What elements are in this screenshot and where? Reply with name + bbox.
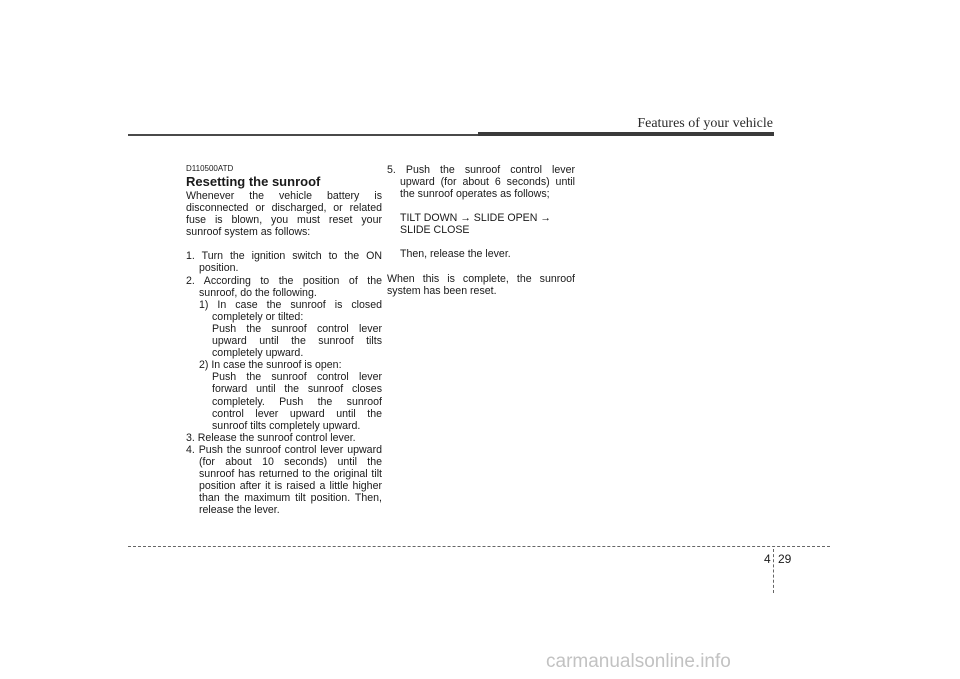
spacer [387,200,575,212]
footer-page-divider [773,549,774,593]
section-code: D110500ATD [186,164,234,173]
step-2-2-title: 2) In case the sunroof is open: [199,359,342,372]
step-2-1-text: Push the sunroof control lever upward until the sunroof tilts completely upward. [212,322,382,360]
step-4: 4. Push the sunroof control lever upward (for about 10 seconds) until the sunroof has returned to the original tilt position after it is raised a little higher than the maximum tilt position. Then, release the lever. [186,443,382,517]
chapter-number: 4 [764,552,771,566]
page-number: 29 [778,552,792,566]
section-heading: Resetting the sunroof [186,174,321,189]
step-1: 1. Turn the ignition switch to the ON position. [186,250,382,275]
operation-sequence: TILT DOWN → SLIDE OPEN → SLIDE CLOSE [400,212,551,237]
step-5: 5. Push the sunroof control lever upward (for about 6 seconds) until the sunroof operates as follows; [387,164,575,201]
conclusion-paragraph: When this is complete, the sunroof system has been reset. [387,272,575,297]
step-2-1-title: 1) In case the sunroof is closed completely or tilted: [199,298,382,323]
spacer [186,238,382,250]
release-instruction: Then, release the lever. [400,248,511,261]
left-column [186,164,382,516]
section-title: Features of your vehicle [637,116,773,131]
right-column [387,164,575,297]
step-2-2-text: Push the sunroof control lever forward until the sunroof closes completely. Push the sunroof control lever upward until the sunroof tilts completely upward. [212,371,382,432]
intro-paragraph: Whenever the vehicle battery is disconnected or discharged, or related fuse is blown, you must reset your sunroof system as follows: [186,190,382,239]
step-2: 2. According to the position of the sunroof, do the following. [186,274,382,299]
watermark: carmanualsonline.info [546,651,731,672]
header-rule-accent [478,132,774,136]
spacer [387,261,575,273]
step-3: 3. Release the sunroof control lever. [186,431,356,444]
spacer [387,236,575,248]
footer-dashed-rule [128,546,830,547]
